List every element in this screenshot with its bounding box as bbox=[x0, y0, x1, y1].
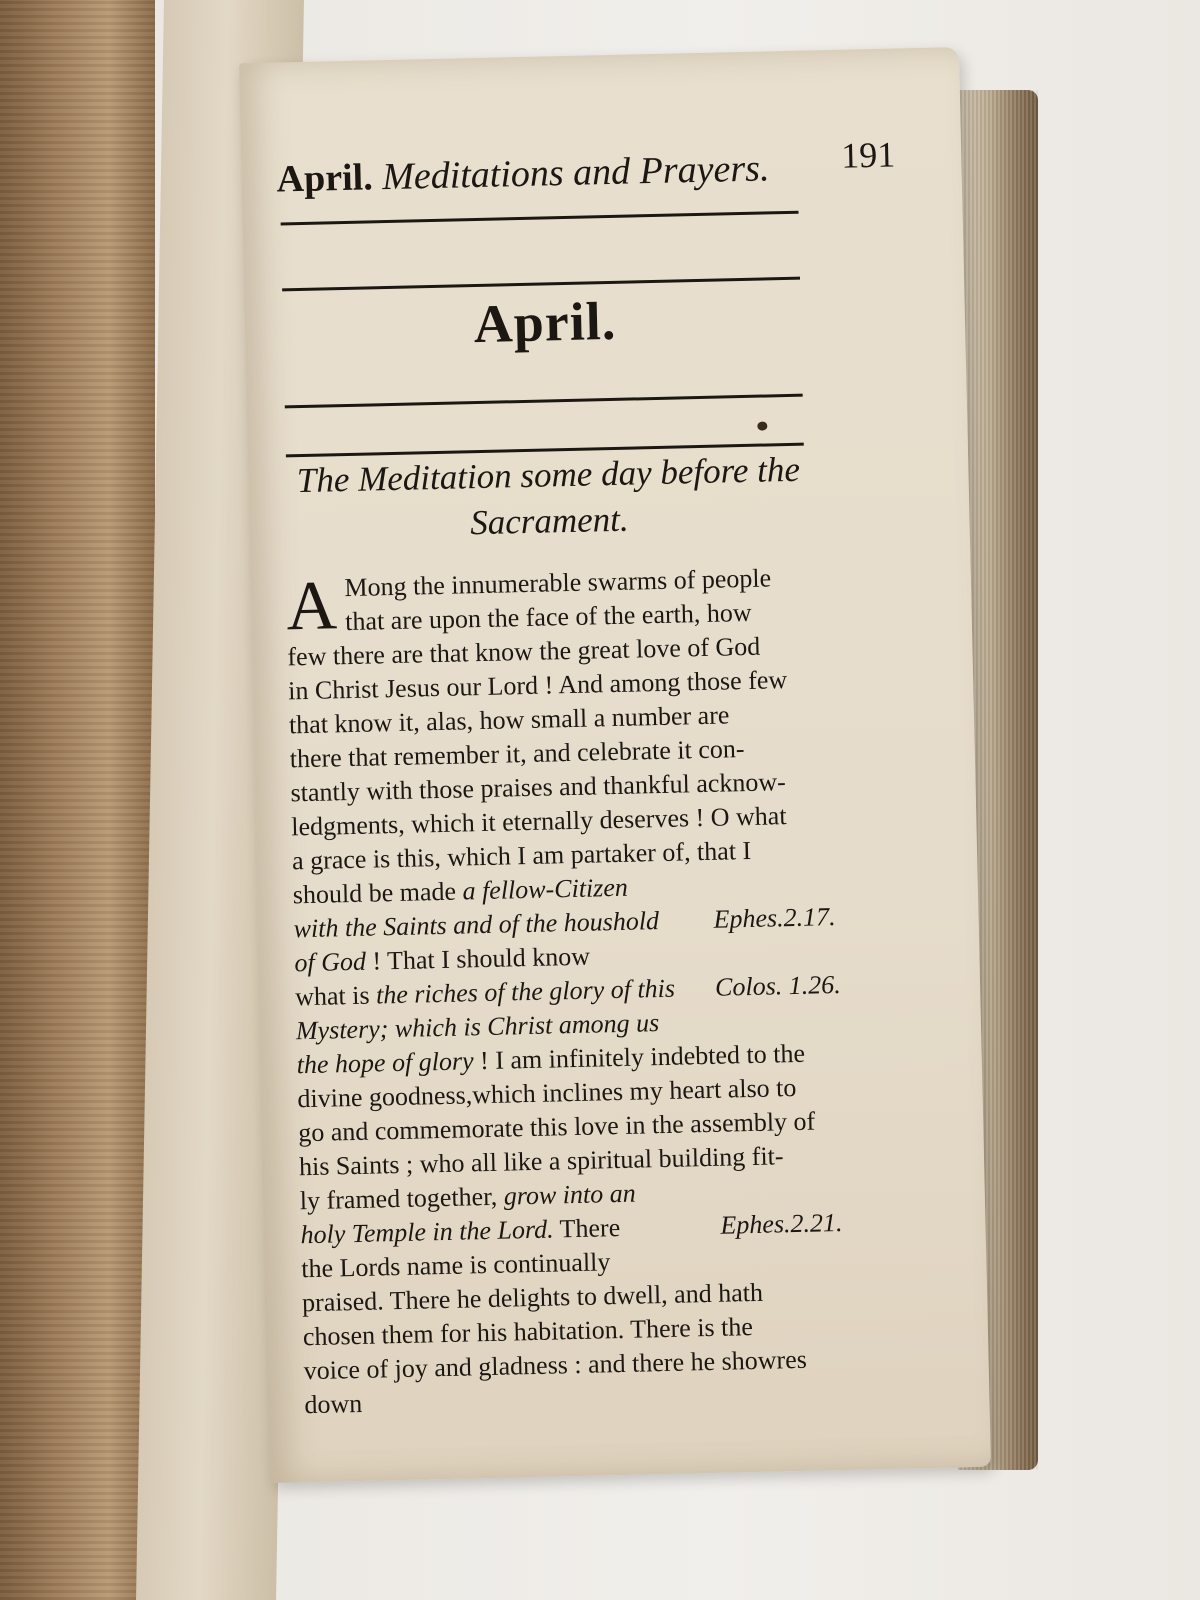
catchword: down bbox=[304, 1388, 363, 1420]
text-run: go and commemorate this love in the assembly of bbox=[297, 1106, 816, 1148]
text-run: ! I am infinitely indebted to the bbox=[473, 1038, 806, 1076]
italic-run: grow into an bbox=[503, 1178, 637, 1211]
text-line: that are upon the face of the earth, how bbox=[344, 597, 752, 637]
italic-run: the hope of glory bbox=[296, 1046, 474, 1080]
italic-run: a fellow-Citizen bbox=[462, 872, 629, 906]
book-fore-edge bbox=[0, 0, 155, 1600]
italic-run: of God bbox=[294, 946, 367, 978]
page-number: 191 bbox=[840, 134, 896, 176]
margin-reference: Ephes.2.17. bbox=[713, 902, 836, 934]
text-line: Mong the innumerable swarms of people bbox=[344, 563, 772, 603]
italic-run: with the Saints and of the houshold bbox=[293, 906, 660, 944]
text-line: few there are that know the great love of God bbox=[287, 631, 761, 672]
paragraph bbox=[302, 1274, 864, 1389]
italic-run: holy Temple in the Lord. bbox=[300, 1214, 554, 1250]
text-run: should be made bbox=[292, 876, 463, 910]
text-run: the Lords name is continually bbox=[301, 1247, 611, 1284]
side-note-block bbox=[292, 866, 856, 1049]
running-head bbox=[276, 146, 797, 202]
text-line: in Christ Jesus our Lord ! And among those few bbox=[287, 665, 788, 706]
rule bbox=[281, 211, 799, 226]
text-run: There bbox=[553, 1213, 621, 1244]
text-run: what is bbox=[294, 980, 377, 1012]
side-note-block bbox=[300, 1206, 861, 1287]
month-heading: April. bbox=[473, 290, 617, 355]
italic-run: the riches of the glory of this bbox=[375, 973, 676, 1010]
section-title bbox=[278, 446, 820, 550]
paragraph bbox=[296, 1036, 860, 1219]
text-run: his Saints ; who all like a spiritual building fit- bbox=[298, 1141, 784, 1182]
ink-stain bbox=[757, 421, 767, 430]
drop-cap: A bbox=[285, 567, 338, 646]
margin-reference: Ephes.2.21. bbox=[720, 1207, 843, 1240]
text-line: ledgments, which it eternally deserves ! O what bbox=[290, 801, 787, 842]
running-head-month: April. bbox=[276, 156, 374, 201]
running-head-title: Meditations and Prayers. bbox=[381, 147, 770, 199]
text-run: divine goodness,which inclines my heart also to bbox=[297, 1072, 797, 1114]
margin-reference: Colos. 1.26. bbox=[714, 969, 842, 1002]
section-title-line: The Meditation some day before the bbox=[296, 449, 801, 501]
text-line: voice of joy and gladness : and there he showres bbox=[303, 1344, 808, 1386]
body-text bbox=[286, 560, 865, 1422]
text-run: ! That I should know bbox=[365, 941, 591, 976]
rule bbox=[285, 394, 803, 409]
paragraph bbox=[286, 560, 853, 879]
section-title-line: Sacrament. bbox=[469, 499, 630, 543]
text-line: stantly with those praises and thankful acknow- bbox=[290, 767, 787, 808]
italic-run: Mystery; which is Christ among us bbox=[295, 1008, 660, 1046]
text-line: that know it, alas, how small a number are bbox=[288, 700, 730, 740]
text-line: praised. There he delights to dwell, and hath bbox=[301, 1277, 764, 1318]
text-run: ly framed together, bbox=[299, 1181, 505, 1216]
text-line: a grace is this, which I am partaker of, that I bbox=[291, 835, 752, 876]
book-page bbox=[239, 47, 991, 1483]
text-line: there that remember it, and celebrate it con- bbox=[289, 734, 745, 774]
text-line: chosen them for his habitation. There is the bbox=[302, 1312, 754, 1352]
